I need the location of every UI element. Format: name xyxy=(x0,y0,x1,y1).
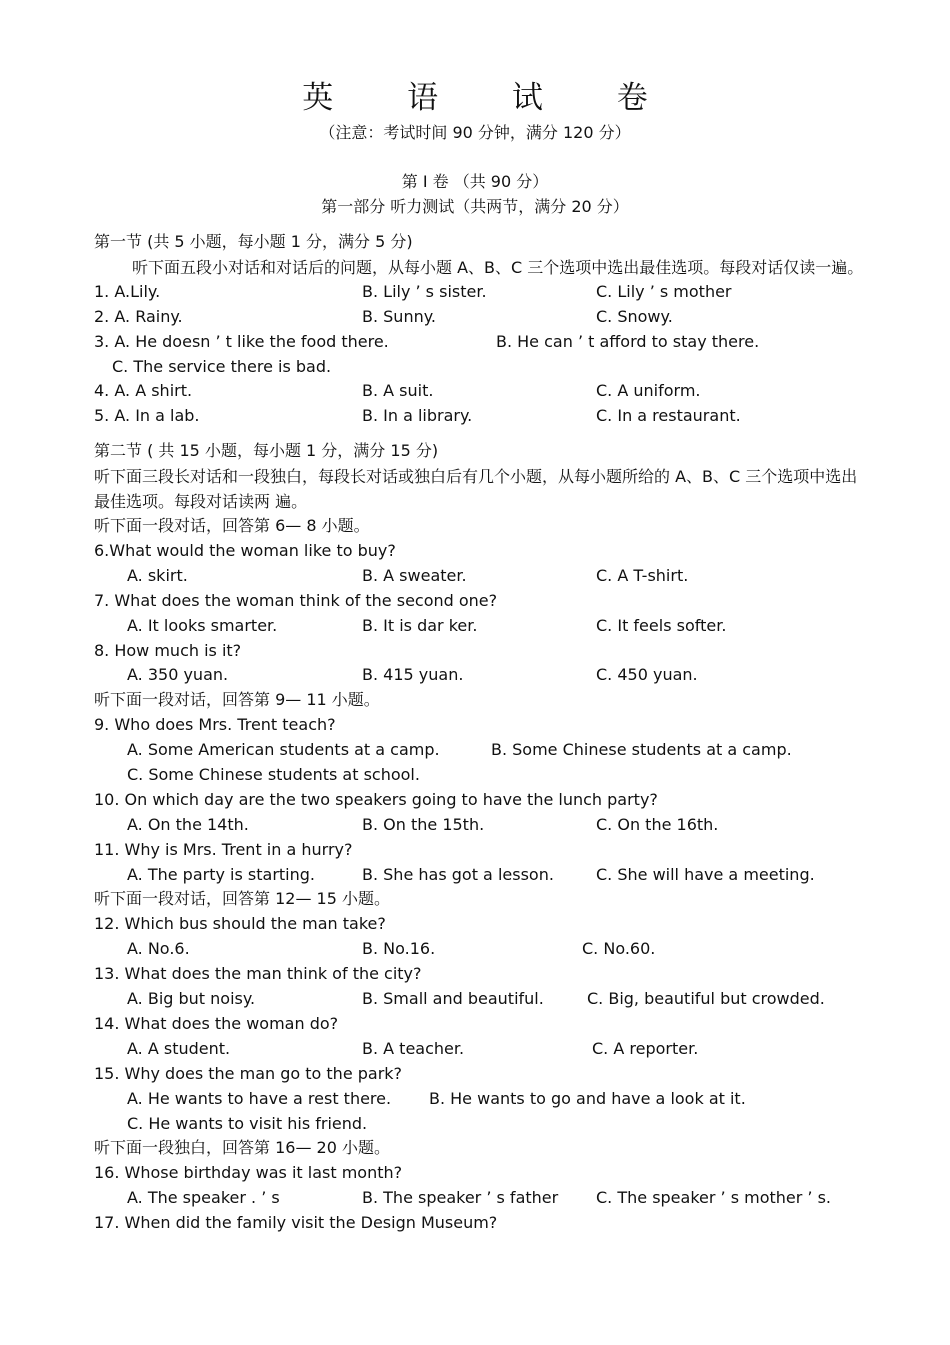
q7-option-a: A. It looks smarter. xyxy=(127,615,278,635)
page-title: 英 语 试 卷 xyxy=(302,80,680,116)
dialogue-intro-1: 听下面一段对话，回答第 6— 8 小题。 xyxy=(94,516,370,536)
question-16: 16. Whose birthday was it last month? xyxy=(94,1163,403,1183)
question-1 xyxy=(94,280,864,305)
q12-option-a: A. No.6. xyxy=(127,939,190,959)
q8-option-a: A. 350 yuan. xyxy=(127,665,229,685)
part-heading: 第一部分 听力测试（共两节，满分 20 分） xyxy=(321,197,629,216)
question-15: 15. Why does the man go to the park? xyxy=(94,1063,403,1083)
q12-option-b: B. No.16. xyxy=(362,939,436,959)
q12-option-c: C. No.60. xyxy=(582,939,656,959)
question-14: 14. What does the woman do? xyxy=(94,1013,339,1033)
q11-options xyxy=(94,863,864,888)
dialogue-intro-2: 听下面一段对话，回答第 9— 11 小题。 xyxy=(94,690,380,710)
q2-option-c: C. Snowy. xyxy=(596,306,673,326)
q7-options xyxy=(94,614,864,639)
q11-option-a: A. The party is starting. xyxy=(127,864,316,884)
exam-note: （注意：考试时间 90 分钟，满分 120 分） xyxy=(319,123,631,142)
q15-option-c: C. He wants to visit his friend. xyxy=(127,1113,368,1133)
q6-option-a: A. skirt. xyxy=(127,565,188,585)
q13-option-a: A. Big but noisy. xyxy=(127,989,256,1009)
q8-options xyxy=(94,663,864,688)
q15-option-b: B. He wants to go and have a look at it. xyxy=(429,1088,746,1108)
q1-option-b: B. Lily ’ s sister. xyxy=(362,281,487,301)
section1-heading: 第一节 (共 5 小题，每小题 1 分，满分 5 分) xyxy=(94,232,413,251)
q14-options xyxy=(94,1037,864,1062)
q2-option-b: B. Sunny. xyxy=(362,306,436,326)
question-13: 13. What does the man think of the city? xyxy=(94,964,422,984)
q14-option-b: B. A teacher. xyxy=(362,1038,465,1058)
q9-option-c: C. Some Chinese students at school. xyxy=(127,765,420,785)
question-17: 17. When did the family visit the Design Museum? xyxy=(94,1213,498,1233)
q16-option-a: A. The speaker . ’ s xyxy=(127,1188,280,1208)
q4-option-b: B. A suit. xyxy=(362,381,434,401)
q7-option-b: B. It is dar ker. xyxy=(362,615,478,635)
q1-option-c: C. Lily ’ s mother xyxy=(596,281,732,301)
q2-option-a: 2. A. Rainy. xyxy=(94,306,183,326)
section1-instruction: 听下面五段小对话和对话后的问题，从每小题 A、B、C 三个选项中选出最佳选项。每段对话仅读一遍。 xyxy=(132,257,864,277)
q9-option-b: B. Some Chinese students at a camp. xyxy=(491,740,792,760)
q10-option-b: B. On the 15th. xyxy=(362,814,485,834)
section2-heading: 第二节 ( 共 15 小题，每小题 1 分，满分 15 分) xyxy=(94,441,439,461)
q16-option-b: B. The speaker ’ s father xyxy=(362,1188,559,1208)
q6-options xyxy=(94,564,864,589)
question-11: 11. Why is Mrs. Trent in a hurry? xyxy=(94,839,353,859)
q7-option-c: C. It feels softer. xyxy=(596,615,727,635)
q6-option-c: C. A T-shirt. xyxy=(596,565,689,585)
volume-heading: 第 I 卷 （共 90 分） xyxy=(401,172,549,191)
q12-options xyxy=(94,937,864,962)
q15-option-a: A. He wants to have a rest there. xyxy=(127,1088,392,1108)
q13-option-c: C. Big, beautiful but crowded. xyxy=(587,989,825,1009)
q4-option-a: 4. A. A shirt. xyxy=(94,381,193,401)
q10-option-a: A. On the 14th. xyxy=(127,814,249,834)
question-4 xyxy=(94,379,864,404)
q16-option-c: C. The speaker ’ s mother ’ s. xyxy=(596,1188,832,1208)
q11-option-c: C. She will have a meeting. xyxy=(596,864,815,884)
q5-option-b: B. In a library. xyxy=(362,406,473,426)
q14-option-a: A. A student. xyxy=(127,1038,231,1058)
question-8: 8. How much is it? xyxy=(94,640,242,660)
q8-option-c: C. 450 yuan. xyxy=(596,665,698,685)
q10-options xyxy=(94,813,864,838)
section2-instruction: 听下面三段长对话和一段独白，每段长对话或独白后有几个小题，从每小题所给的 A、B、C 三个选项中选出最佳选项。每段对话读两 遍。 xyxy=(94,467,858,512)
q14-option-c: C. A reporter. xyxy=(592,1038,699,1058)
q3-option-a: 3. A. He doesn ’ t like the food there. xyxy=(94,331,389,351)
question-3 xyxy=(94,330,864,355)
dialogue-intro-3: 听下面一段对话，回答第 12— 15 小题。 xyxy=(94,889,390,909)
q9-options xyxy=(94,738,864,763)
q13-options xyxy=(94,987,864,1012)
exam-content xyxy=(94,230,864,1236)
question-10: 10. On which day are the two speakers going to have the lunch party? xyxy=(94,789,658,809)
q5-option-a: 5. A. In a lab. xyxy=(94,406,200,426)
q1-option-a: 1. A.Lily. xyxy=(94,281,161,301)
question-7: 7. What does the woman think of the second one? xyxy=(94,590,498,610)
q15-options xyxy=(94,1087,864,1112)
question-5 xyxy=(94,404,864,429)
q9-option-a: A. Some American students at a camp. xyxy=(127,740,440,760)
q3-option-b: B. He can ’ t afford to stay there. xyxy=(496,331,760,351)
question-12: 12. Which bus should the man take? xyxy=(94,914,386,934)
question-9: 9. Who does Mrs. Trent teach? xyxy=(94,715,336,735)
monologue-intro: 听下面一段独白，回答第 16— 20 小题。 xyxy=(94,1138,390,1158)
q16-options xyxy=(94,1186,864,1211)
q11-option-b: B. She has got a lesson. xyxy=(362,864,554,884)
q4-option-c: C. A uniform. xyxy=(596,381,701,401)
q8-option-b: B. 415 yuan. xyxy=(362,665,464,685)
q13-option-b: B. Small and beautiful. xyxy=(362,989,544,1009)
question-2 xyxy=(94,305,864,330)
q3-option-c: C. The service there is bad. xyxy=(112,356,332,376)
q6-option-b: B. A sweater. xyxy=(362,565,467,585)
q5-option-c: C. In a restaurant. xyxy=(596,406,741,426)
q10-option-c: C. On the 16th. xyxy=(596,814,719,834)
question-6: 6.What would the woman like to buy? xyxy=(94,541,396,561)
